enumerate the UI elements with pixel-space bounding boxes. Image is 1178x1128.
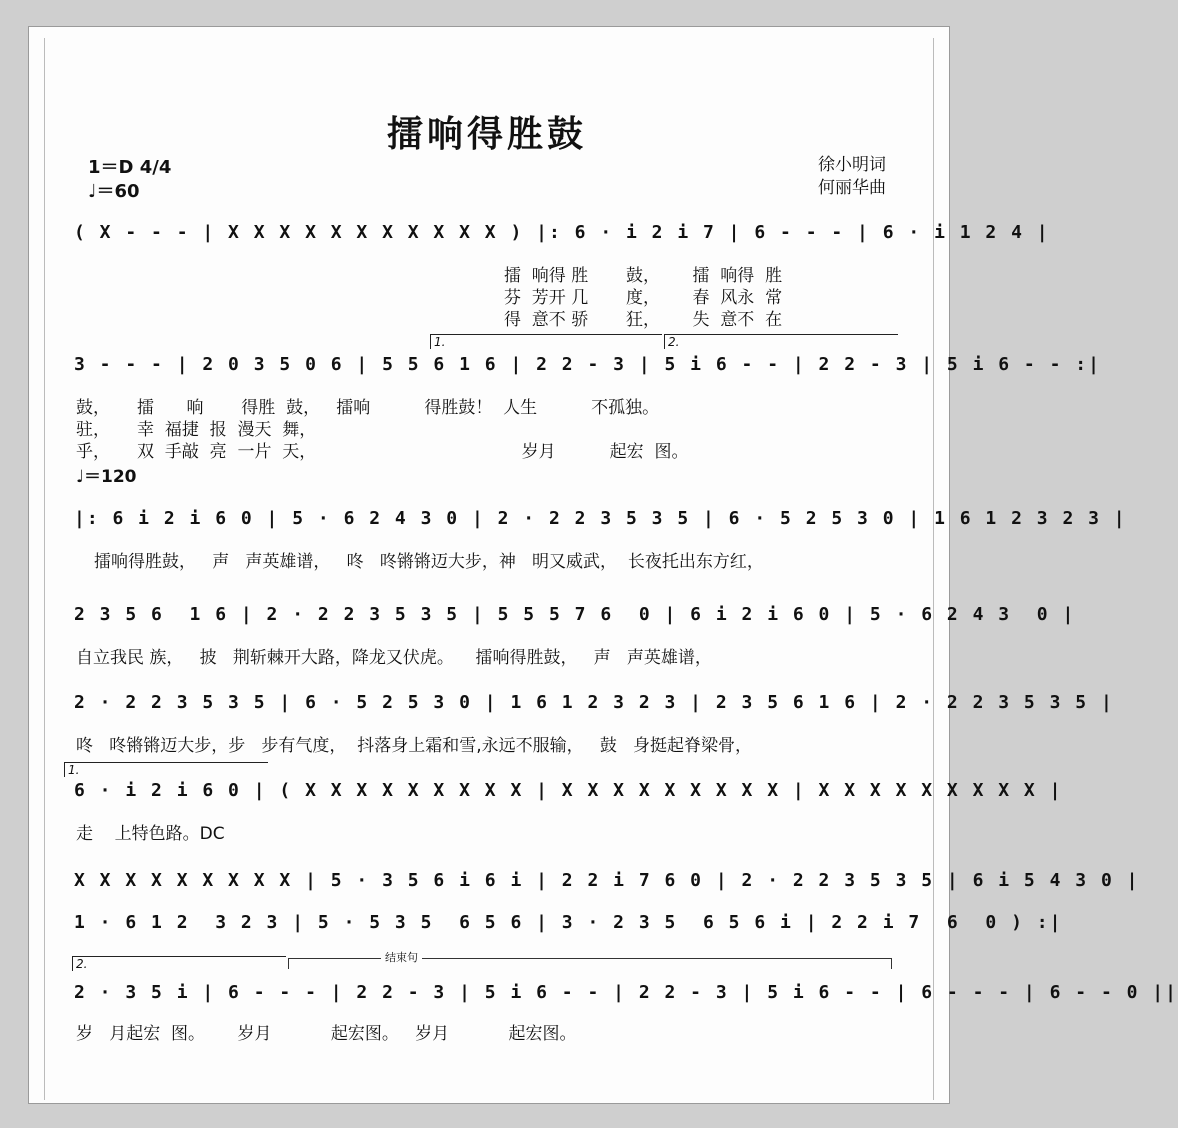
composer: 何丽华曲	[818, 178, 886, 198]
music-line-2: 3 - - - | 2 0 3 5 0 6 | 5 5 6 1 6 | 2 2 - 3 | 5 i 6 - - | 2 2 - 3 | 5 i 6 - - :|	[74, 354, 1101, 375]
music-line-5: 2 · 2 2 3 5 3 5 | 6 · 5 2 5 3 0 | 1 6 1 2 3 2 3 | 2 3 5 6 1 6 | 2 · 2 2 3 5 3 5 |	[74, 692, 1114, 713]
music-line-6: 6 · i 2 i 6 0 | ( X X X X X X X X X | X X X X X X X X X | X X X X X X X X X |	[74, 780, 1063, 801]
lyric-verse1-a: 擂 响得 胜 鼓， 擂 响得 胜	[504, 266, 783, 286]
lyric-verse2-a: 芬 芳开 几 度， 春 风永 常	[504, 288, 783, 308]
second-ending-bracket: 2.	[664, 334, 898, 349]
lyric-line2-a: 鼓， 擂 响 得胜 鼓， 擂响 得胜鼓！ 人生 不孤独。	[76, 398, 660, 418]
lyric-line2-b: 驻， 幸 福捷 报 漫天 舞，	[76, 420, 317, 440]
key-tempo	[88, 156, 171, 204]
music-line-9: 2 · 3 5 i | 6 - - - | 2 2 - 3 | 5 i 6 - - | 2 2 - 3 | 5 i 6 - - | 6 - - - | 6 - - 0 ||	[74, 982, 1178, 1003]
music-line-1: ( X - - - | X X X X X X X X X X X ) |: 6 · i 2 i 7 | 6 - - - | 6 · i 1 2 4 |	[74, 222, 1050, 243]
music-line-7: X X X X X X X X X | 5 · 3 5 6 i 6 i | 2 2 i 7 6 0 | 2 · 2 2 3 5 3 5 | 6 i 5 4 3 0 |	[74, 870, 1140, 891]
lyric-line6: 走 上特色路。DC	[76, 824, 225, 844]
music-line-4: 2 3 5 6 1 6 | 2 · 2 2 3 5 3 5 | 5 5 5 7 6 0 | 6 i 2 i 6 0 | 5 · 6 2 4 3 0 |	[74, 604, 1076, 625]
lyricist: 徐小明词	[818, 155, 886, 175]
key-signature: 1＝D 4/4	[88, 157, 172, 178]
song-title: 擂响得胜鼓	[386, 113, 587, 155]
credits	[818, 154, 886, 200]
tempo-marking: ♩＝60	[88, 181, 140, 202]
first-ending-bracket: 1.	[430, 334, 662, 349]
lyric-line9: 岁 月起宏 图。 岁月 起宏图。 岁月 起宏图。	[76, 1024, 577, 1044]
second-ending-bracket-2: 2.	[72, 956, 286, 971]
lyric-verse3-a: 得 意不 骄 狂， 失 意不 在	[504, 310, 783, 330]
lyric-line4: 自立我民 族， 披 荆斩棘开大路，降龙又伏虎。 擂响得胜鼓， 声 声英雄谱，	[76, 648, 712, 668]
music-line-3: |: 6 i 2 i 6 0 | 5 · 6 2 4 3 0 | 2 · 2 2 3 5 3 5 | 6 · 5 2 5 3 0 | 1 6 1 2 3 2 3 |	[74, 508, 1127, 529]
tempo-change: ♩＝120	[76, 467, 137, 487]
lyric-line5: 咚 咚锵锵迈大步，步 步有气度， 抖落身上霜和雪,永远不服输， 鼓 身挺起脊梁骨，	[76, 736, 753, 756]
lyric-line2-c: 乎， 双 手敲 亮 一片 天， 岁月 起宏 图。	[76, 442, 689, 462]
first-ending-bracket-2: 1.	[64, 762, 268, 777]
music-line-8: 1 · 6 1 2 3 2 3 | 5 · 5 3 5 6 5 6 | 3 · 2 3 5 6 5 6 i | 2 2 i 7 6 0 ) :|	[74, 912, 1063, 933]
coda-bracket	[288, 951, 892, 969]
lyric-line3: 擂响得胜鼓， 声 声英雄谱， 咚 咚锵锵迈大步，神 明又威武， 长夜托出东方红，	[94, 552, 764, 572]
coda-label: 结束句	[381, 949, 422, 965]
